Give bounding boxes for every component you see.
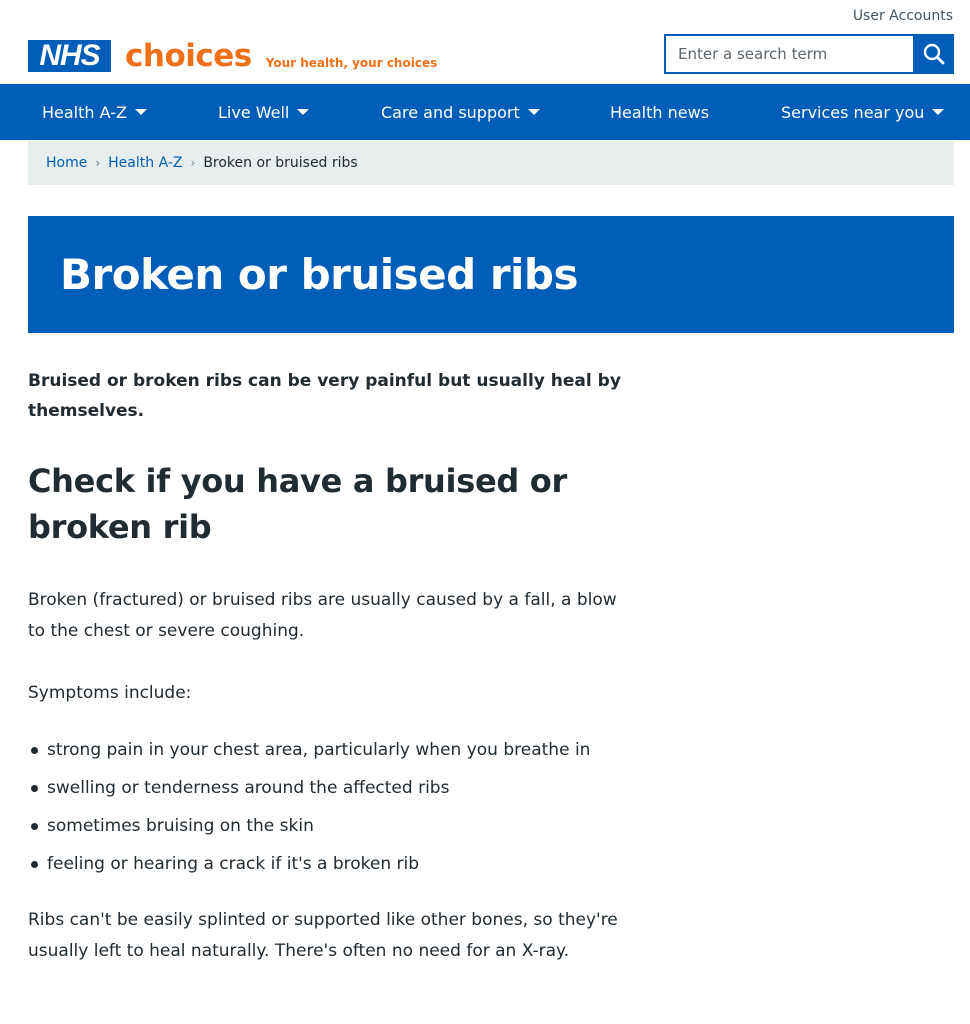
nav-item-label: Live Well [218,102,290,122]
symptoms-list [28,739,628,875]
choices-wordmark: choices [125,38,252,74]
breadcrumb [28,141,954,185]
lead-paragraph: Bruised or broken ribs can be very painful but usually heal by themselves. [28,371,621,421]
breadcrumb-current: Broken or bruised ribs [203,155,358,171]
caret-down-icon [135,109,147,115]
nav-item-care-and-support[interactable] [381,84,540,140]
main-content [28,366,628,967]
nav-item-services-near-you[interactable] [781,84,944,140]
nav-item-health-news[interactable] [610,84,709,140]
page-title: Broken or bruised ribs [60,250,578,299]
search-form [664,34,954,74]
nav-item-label: Services near you [781,102,925,122]
nhs-logo: NHS [28,40,111,72]
caret-down-icon [297,109,309,115]
body-paragraph: Ribs can't be easily splinted or supported like other bones, so they're usually left to heal naturally. There's often no need for an X-ray. [28,910,618,961]
list-item: feeling or hearing a crack if it's a broken rib [28,853,628,875]
caret-down-icon [932,109,944,115]
search-icon [923,43,945,65]
nhs-choices-logo[interactable] [28,40,437,72]
breadcrumb-home-link[interactable]: Home [46,155,88,171]
list-item: strong pain in your chest area, particularly when you breathe in [28,739,628,761]
list-item: swelling or tenderness around the affected ribs [28,777,628,799]
nav-item-label: Health A-Z [42,102,127,122]
logo-tagline: Your health, your choices [265,56,438,70]
nav-item-label: Health news [610,102,710,122]
nav-item-health-a-z[interactable] [42,84,147,140]
nav-item-live-well[interactable] [218,84,309,140]
list-item: sometimes bruising on the skin [28,815,628,837]
search-button[interactable] [913,34,954,74]
chevron-right-icon: › [190,156,196,170]
nav-item-label: Care and support [381,102,520,122]
main-nav [0,84,970,140]
section-heading: Check if you have a bruised or broken rib [28,462,567,546]
site-header [0,0,970,84]
user-accounts-link[interactable]: User Accounts [852,8,953,24]
chevron-right-icon: › [95,156,101,170]
breadcrumb-health-a-z-link[interactable]: Health A-Z [108,155,183,171]
body-paragraph: Symptoms include: [28,683,192,703]
search-input[interactable] [664,34,913,74]
body-paragraph: Broken (fractured) or bruised ribs are usually caused by a fall, a blow to the chest or severe coughing. [28,590,617,641]
page-title-banner [28,216,954,333]
caret-down-icon [528,109,540,115]
